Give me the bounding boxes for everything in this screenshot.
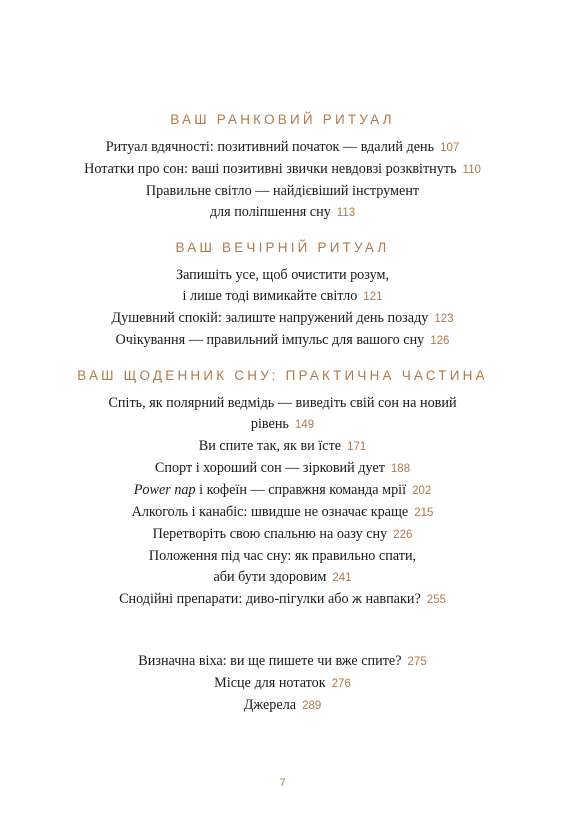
toc-entry[interactable]: Положення під час сну: як правильно спати, аби бути здоровим 241: [148, 548, 417, 585]
page-number: 126: [430, 335, 450, 347]
toc-entry[interactable]: Місце для нотаток 276: [214, 675, 351, 691]
page-number: 255: [426, 594, 446, 606]
toc-entry[interactable]: Power nap і кофеїн — справжня команда мрії 202: [133, 482, 432, 498]
page-number: 241: [332, 572, 352, 584]
page-number: 202: [412, 485, 432, 497]
toc-entry[interactable]: Душевний спокій: залиште напружений день позаду 123: [111, 310, 454, 326]
page-number: 171: [347, 441, 367, 453]
toc-entry[interactable]: Ви спите так, як ви їсте 171: [198, 438, 367, 454]
page-number: 188: [390, 463, 411, 475]
page-number: 113: [336, 207, 356, 219]
page-number: 276: [331, 678, 351, 690]
section-title-morning-ritual: ВАШ РАНКОВИЙ РИТУАЛ: [170, 112, 395, 127]
toc-entry[interactable]: Спіть, як полярний ведмідь — виведіть свій сон на новий рівень 149: [108, 395, 457, 432]
page-number: 107: [440, 142, 460, 154]
page-number: 215: [414, 507, 434, 519]
page-number: 149: [294, 419, 315, 431]
table-of-contents: [0, 110, 565, 717]
toc-entry[interactable]: Визначна віха: ви ще пишете чи вже спите? 275: [138, 653, 427, 669]
toc-entry[interactable]: Алкоголь і канабіс: швидше не означає краще 215: [131, 504, 434, 520]
toc-entry[interactable]: Перетворіть свою спальню на оазу сну 226: [152, 526, 413, 542]
section-title-sleep-diary: ВАШ ЩОДЕННИК СНУ: ПРАКТИЧНА ЧАСТИНА: [77, 368, 488, 383]
toc-entry[interactable]: Правильне світло — найдієвіший інструмент для поліпшення сну 113: [145, 183, 420, 220]
toc-entry[interactable]: Очікування — правильний імпульс для вашого сну 126: [115, 332, 450, 348]
page-number: 123: [434, 313, 454, 325]
page-number: 275: [407, 656, 427, 668]
toc-entry[interactable]: Спорт і хороший сон — зірковий дует 188: [154, 460, 411, 476]
toc-entry[interactable]: Нотатки про сон: ваші позитивні звички невдовзі розквітнуть 110: [84, 161, 481, 177]
toc-entry[interactable]: Джерела 289: [243, 697, 322, 713]
page-number: 289: [302, 700, 322, 712]
section-title-evening-ritual: ВАШ ВЕЧІРНІЙ РИТУАЛ: [175, 240, 390, 255]
toc-entry[interactable]: Снодійні препарати: диво-пігулки або ж навпаки? 255: [119, 591, 446, 607]
page-number: 226: [393, 529, 413, 541]
toc-entry[interactable]: Запишіть усе, щоб очистити розум, і лише тоді вимикайте світло 121: [175, 267, 390, 304]
page-number: 121: [363, 291, 383, 303]
page-number: 110: [462, 164, 481, 176]
folio-page-number: 7: [279, 777, 286, 789]
toc-entry[interactable]: Ритуал вдячності: позитивний початок — вдалий день 107: [105, 139, 460, 155]
